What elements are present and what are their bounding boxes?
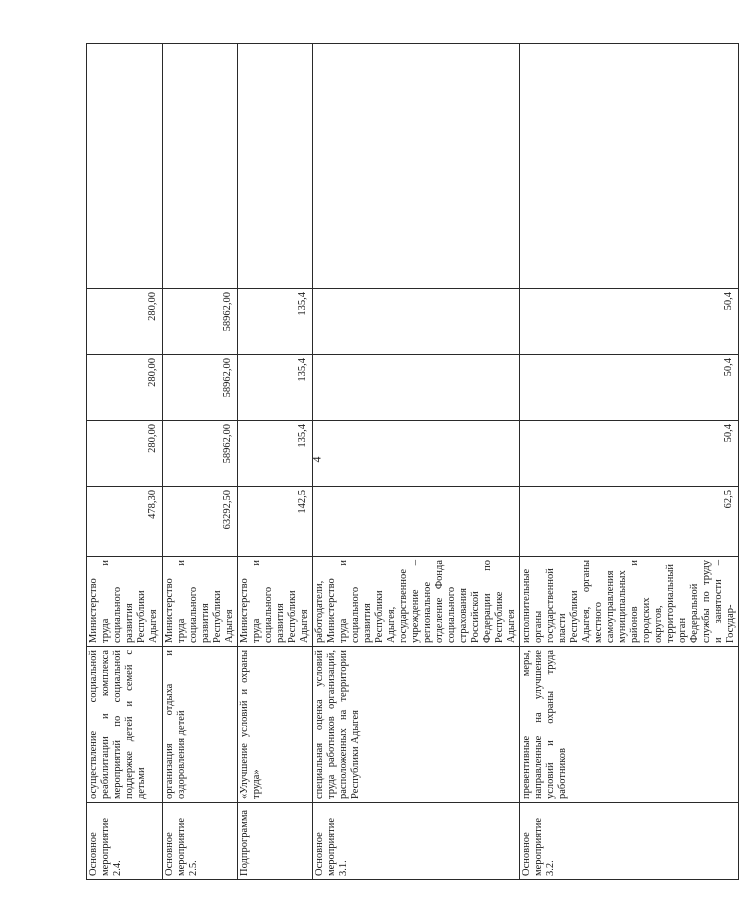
- value-cell: 135,4: [238, 289, 313, 355]
- value-cell: [313, 421, 520, 487]
- value-cell: 58962,00: [163, 355, 238, 421]
- table-row: [313, 44, 520, 880]
- activity-code-cell: Основное мероприятие 3.2.: [520, 803, 739, 880]
- page-number: 4: [309, 456, 324, 463]
- value-cell: 280,00: [87, 355, 163, 421]
- activity-code-cell: Подпрограмма: [238, 803, 313, 880]
- value-cell: 50,4: [520, 421, 739, 487]
- executor-cell: Министерство труда и социального развития Республики Адыгея: [238, 557, 313, 647]
- executor-cell: работодатели, Министерство труда и социального развития Республики Адыгея, государственное учреждение – региональное отделение Фонда социального страхования Российской Федерации по Республике Адыгея: [313, 557, 520, 647]
- activity-name-cell: превентивные меры, направленные на улучшение условий и охраны труда работников: [520, 647, 739, 803]
- table-row: [520, 44, 739, 880]
- table-row: [163, 44, 238, 880]
- value-cell: 62,5: [520, 487, 739, 557]
- activity-name-cell: осуществление социальной реабилитации и комплекса мероприятий по социальной поддержке детей и семей с детьми: [87, 647, 163, 803]
- value-cell: 280,00: [87, 421, 163, 487]
- value-cell: 135,4: [238, 355, 313, 421]
- value-cell: 58962,00: [163, 289, 238, 355]
- value-cell: 280,00: [87, 289, 163, 355]
- value-cell: 50,4: [520, 289, 739, 355]
- empty-cell: [238, 44, 313, 289]
- value-cell: 63292,50: [163, 487, 238, 557]
- value-cell: [313, 289, 520, 355]
- activity-code-cell: Основное мероприятие 3.1.: [313, 803, 520, 880]
- value-cell: 478,30: [87, 487, 163, 557]
- activity-name-cell: «Улучшение условий и охраны труда»: [238, 647, 313, 803]
- empty-cell: [87, 44, 163, 289]
- executor-cell: исполнительные органы государственной власти Республики Адыгея, органы местного самоуправления муниципальных районов и городских округов, территориальный орган Федеральной службы по труду и занятости – Государ-: [520, 557, 739, 647]
- table-row: [238, 44, 313, 880]
- empty-cell: [163, 44, 238, 289]
- program-activities-table: [86, 43, 739, 880]
- activity-name-cell: специальная оценка условий труда работников организаций, расположенных на территории Республики Адыгея: [313, 647, 520, 803]
- value-cell: 50,4: [520, 355, 739, 421]
- value-cell: [313, 355, 520, 421]
- value-cell: [313, 487, 520, 557]
- activity-name-cell: организация отдыха и оздоровления детей: [163, 647, 238, 803]
- empty-cell: [520, 44, 739, 289]
- value-cell: 142,5: [238, 487, 313, 557]
- value-cell: 58962,00: [163, 421, 238, 487]
- rotated-table-page: [86, 44, 736, 880]
- empty-cell: [313, 44, 520, 289]
- table-row: [87, 44, 163, 880]
- executor-cell: Министерство труда и социального развития Республики Адыгея: [87, 557, 163, 647]
- value-cell: 135,4: [238, 421, 313, 487]
- activity-code-cell: Основное мероприятие 2.5.: [163, 803, 238, 880]
- activity-code-cell: Основное мероприятие 2.4.: [87, 803, 163, 880]
- executor-cell: Министерство труда и социального развития Республики Адыгея: [163, 557, 238, 647]
